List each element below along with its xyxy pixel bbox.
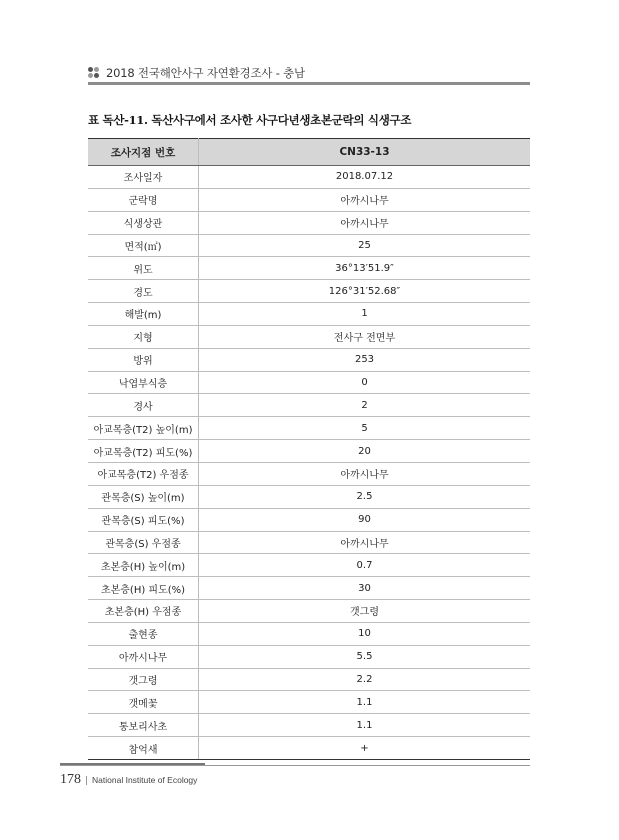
table-row <box>88 166 530 189</box>
table-row <box>88 508 530 531</box>
page-number: 178 <box>60 772 81 787</box>
row-label-cell: 경도 <box>88 280 199 303</box>
footer-organization: National Institute of Ecology <box>92 775 198 785</box>
bullet-dots-icon <box>88 67 100 79</box>
row-value-cell: 아까시나무 <box>199 211 531 234</box>
row-value-cell: 갯그령 <box>199 600 531 623</box>
row-value-cell: 10 <box>199 622 531 645</box>
row-value-cell: 0.7 <box>199 554 531 577</box>
row-value-cell: 2 <box>199 394 531 417</box>
page-footer <box>60 772 197 788</box>
table-row <box>88 234 530 257</box>
header-title: 2018 전국해안사구 자연환경조사 - 충남 <box>106 66 305 80</box>
table-row <box>88 577 530 600</box>
table-row <box>88 531 530 554</box>
table-row <box>88 737 530 760</box>
row-label-cell: 출현종 <box>88 622 199 645</box>
row-label-cell: 초본층(H) 높이(m) <box>88 554 199 577</box>
table-row <box>88 600 530 623</box>
table-row <box>88 211 530 234</box>
row-value-cell: + <box>199 737 531 760</box>
row-value-cell: 253 <box>199 348 531 371</box>
row-value-cell: 1.1 <box>199 691 531 714</box>
row-value-cell: 126°31′52.68″ <box>199 280 531 303</box>
table-row <box>88 462 530 485</box>
row-value-cell: 90 <box>199 508 531 531</box>
row-label-cell: 조사일자 <box>88 166 199 189</box>
table-caption: 표 독산-11. 독산사구에서 조사한 사구다년생초본군락의 식생구조 <box>88 113 412 127</box>
row-label-cell: 식생상관 <box>88 211 199 234</box>
row-label-cell: 아까시나무 <box>88 645 199 668</box>
table-row <box>88 485 530 508</box>
table-row <box>88 668 530 691</box>
row-label-cell: 면적(㎡) <box>88 234 199 257</box>
table-row <box>88 303 530 326</box>
table-row <box>88 691 530 714</box>
row-label-cell: 초본층(H) 피도(%) <box>88 577 199 600</box>
row-value-cell: 5 <box>199 417 531 440</box>
table-row <box>88 325 530 348</box>
row-value-cell: 5.5 <box>199 645 531 668</box>
row-value-cell: 25 <box>199 234 531 257</box>
row-label-cell: 초본층(H) 우점종 <box>88 600 199 623</box>
row-label-cell: 참억새 <box>88 737 199 760</box>
table-body <box>88 166 530 760</box>
row-label-cell: 경사 <box>88 394 199 417</box>
row-label-cell: 아교목층(T2) 높이(m) <box>88 417 199 440</box>
header-divider <box>88 82 530 85</box>
row-value-cell: 2018.07.12 <box>199 166 531 189</box>
row-label-cell: 지형 <box>88 325 199 348</box>
table-header-row <box>88 139 530 166</box>
header-cell-plot: CN33-13 <box>199 139 531 166</box>
row-label-cell: 낙엽부식층 <box>88 371 199 394</box>
table-row <box>88 714 530 737</box>
row-value-cell: 0 <box>199 371 531 394</box>
header-cell-site: 조사지점 번호 <box>88 139 199 166</box>
table-row <box>88 257 530 280</box>
row-value-cell: 전사구 전면부 <box>199 325 531 348</box>
row-label-cell: 갯그령 <box>88 668 199 691</box>
row-value-cell: 2.5 <box>199 485 531 508</box>
table-row <box>88 394 530 417</box>
row-label-cell: 방위 <box>88 348 199 371</box>
vegetation-structure-table <box>88 138 530 760</box>
row-value-cell: 1 <box>199 303 531 326</box>
table-row <box>88 622 530 645</box>
row-label-cell: 통보리사초 <box>88 714 199 737</box>
row-value-cell: 아까시나무 <box>199 188 531 211</box>
row-value-cell: 2.2 <box>199 668 531 691</box>
row-value-cell: 30 <box>199 577 531 600</box>
row-value-cell: 36°13′51.9″ <box>199 257 531 280</box>
table-row <box>88 280 530 303</box>
table-row <box>88 645 530 668</box>
running-header <box>88 64 305 82</box>
table-row <box>88 440 530 463</box>
row-value-cell: 20 <box>199 440 531 463</box>
footer-separator: | <box>85 776 89 786</box>
row-label-cell: 관목층(S) 피도(%) <box>88 508 199 531</box>
row-label-cell: 갯메꽃 <box>88 691 199 714</box>
table-row <box>88 188 530 211</box>
row-label-cell: 관목층(S) 높이(m) <box>88 485 199 508</box>
table-row <box>88 348 530 371</box>
row-label-cell: 해발(m) <box>88 303 199 326</box>
table-row <box>88 371 530 394</box>
row-label-cell: 아교목층(T2) 우점종 <box>88 462 199 485</box>
row-label-cell: 군락명 <box>88 188 199 211</box>
row-value-cell: 아까시나무 <box>199 462 531 485</box>
row-value-cell: 1.1 <box>199 714 531 737</box>
row-value-cell: 아까시나무 <box>199 531 531 554</box>
footer-divider <box>60 765 530 766</box>
row-label-cell: 관목층(S) 우점종 <box>88 531 199 554</box>
row-label-cell: 위도 <box>88 257 199 280</box>
table-row <box>88 417 530 440</box>
row-label-cell: 아교목층(T2) 피도(%) <box>88 440 199 463</box>
table-row <box>88 554 530 577</box>
